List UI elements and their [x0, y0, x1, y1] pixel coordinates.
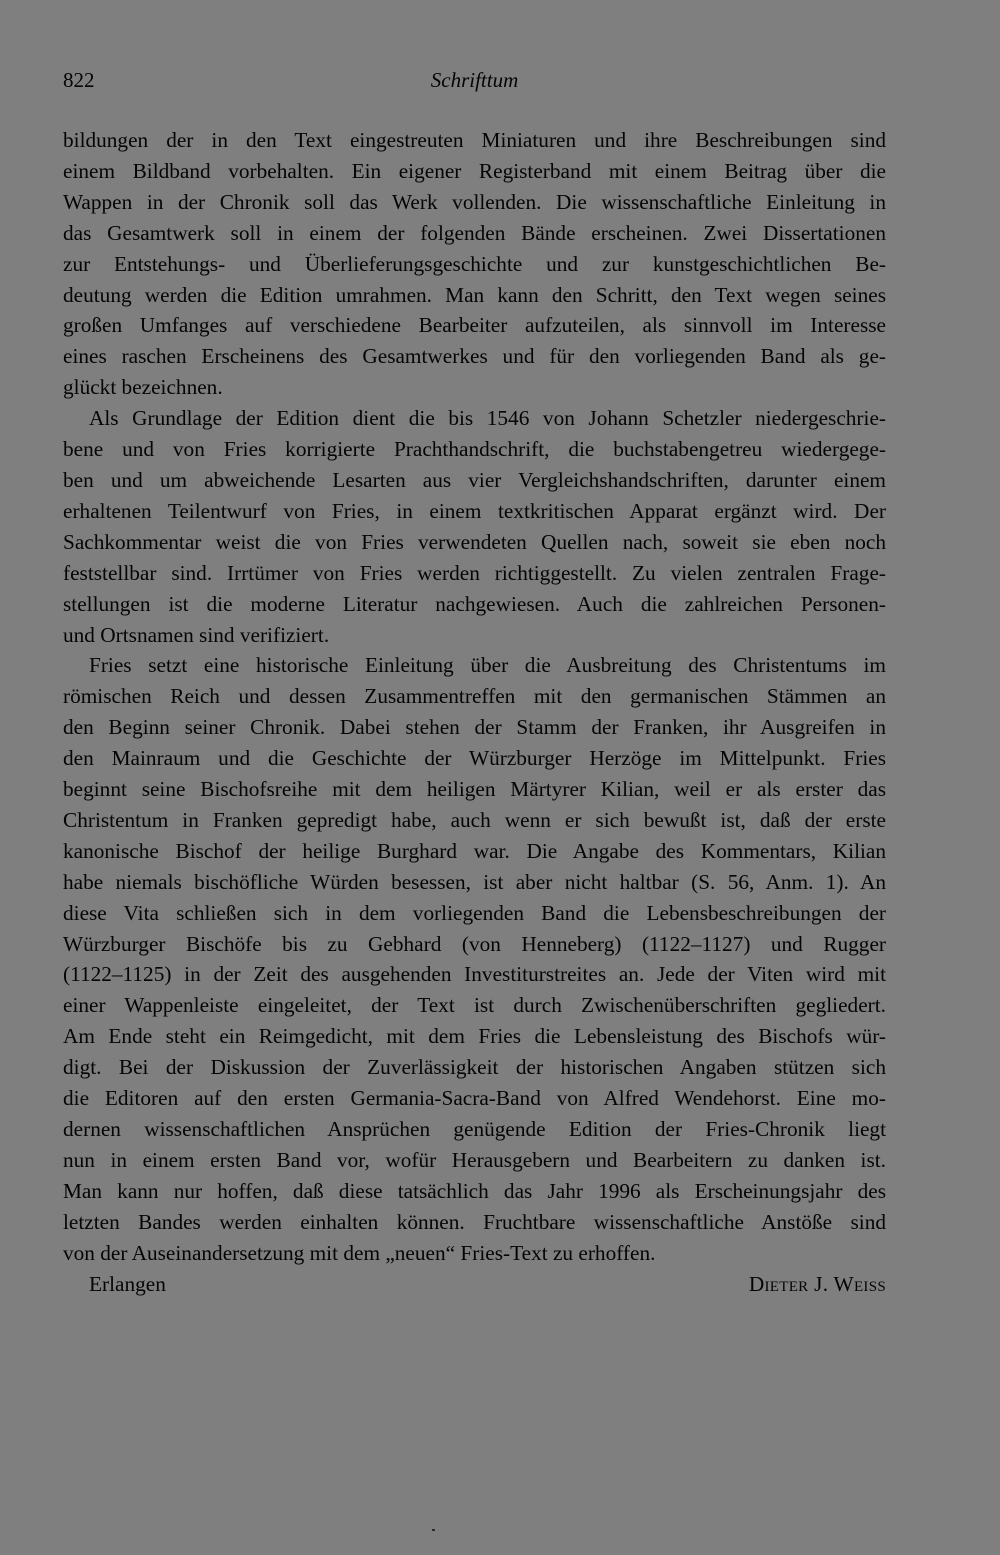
text-line: feststellbar sind. Irrtümer von Fries werden richtiggestellt. Zu vielen zentralen Frage-: [63, 560, 886, 585]
page-header: [63, 68, 886, 100]
signature-author: Dieter J. Weiss: [748, 1271, 886, 1296]
text-line: kanonische Bischof der heilige Burghard war. Die Angabe des Kommentars, Kilian: [63, 838, 886, 863]
text-line: zur Entstehungs- und Überlieferungsgeschichte und zur kunstgeschichtlichen Be-: [63, 251, 886, 276]
text-line: bildungen der in den Text eingestreuten Miniaturen und ihre Beschreibungen sind: [63, 128, 886, 152]
text-line: großen Umfanges auf verschiedene Bearbeiter aufzuteilen, als sinnvoll im Interesse: [63, 313, 886, 338]
text-line: glückt bezeichnen.: [63, 375, 223, 400]
text-line: bene und von Fries korrigierte Prachthandschrift, die buchstabengetreu wiedergege-: [63, 437, 886, 462]
text-line: ben und um abweichende Lesarten aus vier Vergleichshandschriften, darunter einem: [63, 467, 886, 492]
page-number: 822: [63, 68, 95, 92]
text-line: einer Wappenleiste eingeleitet, der Text ist durch Zwischenüberschriften gegliedert.: [63, 993, 886, 1018]
text-line: Wappen in der Chronik soll das Werk vollenden. Die wissenschaftliche Einleitung in: [63, 189, 886, 214]
text-line: von der Auseinandersetzung mit dem „neuen“ Fries-Text zu erhoffen.: [63, 1240, 656, 1265]
text-line: Man kann nur hoffen, daß diese tatsächlich das Jahr 1996 als Erscheinungsjahr des: [63, 1178, 886, 1203]
text-line: Am Ende steht ein Reimgedicht, mit dem Fries die Lebensleistung des Bischofs wür-: [63, 1024, 886, 1049]
body-text: [63, 125, 886, 1299]
print-speck: [432, 1529, 435, 1531]
text-line: diese Vita schließen sich in dem vorliegenden Band die Lebensbeschreibungen der: [63, 900, 886, 925]
text-line: deutung werden die Edition umrahmen. Man kann den Schritt, den Text wegen seines: [63, 282, 886, 307]
text-line: habe niemals bischöfliche Würden besessen, ist aber nicht haltbar (S. 56, Anm. 1). An: [63, 869, 886, 894]
text-line: eines raschen Erscheinens des Gesamtwerkes und für den vorliegenden Band als ge-: [63, 344, 886, 369]
paragraph-2: [63, 403, 886, 650]
paragraph-3: [63, 650, 886, 1268]
text-line: die Editoren auf den ersten Germania-Sacra-Band von Alfred Wendehorst. Eine mo-: [63, 1086, 886, 1111]
text-line: Fries setzt eine historische Einleitung über die Ausbreitung des Christentums im: [89, 653, 886, 678]
signature-line: [63, 1269, 886, 1300]
text-line: römischen Reich und dessen Zusammentreffen mit den germanischen Stämmen an: [63, 684, 886, 709]
signature-place: Erlangen: [89, 1271, 166, 1296]
text-line: (1122–1125) in der Zeit des ausgehenden Investiturstreites an. Jede der Viten wird mit: [63, 962, 886, 987]
text-line: digt. Bei der Diskussion der Zuverlässigkeit der historischen Angaben stützen sich: [63, 1055, 886, 1080]
text-line: beginnt seine Bischofsreihe mit dem heiligen Märtyrer Kilian, weil er als erster das: [63, 777, 886, 802]
text-line: erhaltenen Teilentwurf von Fries, in einem textkritischen Apparat ergänzt wird. Der: [63, 498, 886, 523]
text-line: Als Grundlage der Edition dient die bis 1546 von Johann Schetzler niedergeschrie-: [89, 406, 886, 431]
text-line: dernen wissenschaftlichen Ansprüchen genügende Edition der Fries-Chronik liegt: [63, 1117, 886, 1141]
text-line: stellungen ist die moderne Literatur nachgewiesen. Auch die zahlreichen Personen-: [63, 591, 886, 616]
text-line: Würzburger Bischöfe bis zu Gebhard (von Henneberg) (1122–1127) und Rugger: [63, 931, 886, 956]
text-line: und Ortsnamen sind verifiziert.: [63, 622, 330, 647]
text-line: letzten Bandes werden einhalten können. Fruchtbare wissenschaftliche Anstöße sind: [63, 1209, 886, 1234]
text-line: Sachkommentar weist die von Fries verwendeten Quellen nach, soweit sie eben noch: [63, 529, 886, 554]
text-line: Christentum in Franken gepredigt habe, auch wenn er sich bewußt ist, daß der erste: [63, 807, 886, 832]
text-line: einem Bildband vorbehalten. Ein eigener Registerband mit einem Beitrag über die: [63, 158, 886, 183]
text-line: den Beginn seiner Chronik. Dabei stehen der Stamm der Franken, ihr Ausgreifen in: [63, 715, 886, 740]
running-head: Schrifttum: [430, 68, 519, 92]
paragraph-1: [63, 125, 886, 403]
text-line: das Gesamtwerk soll in einem der folgenden Bände erscheinen. Zwei Dissertationen: [63, 220, 886, 245]
text-line: nun in einem ersten Band vor, wofür Herausgebern und Bearbeitern zu danken ist.: [63, 1147, 886, 1172]
text-line: den Mainraum und die Geschichte der Würzburger Herzöge im Mittelpunkt. Fries: [63, 746, 886, 771]
